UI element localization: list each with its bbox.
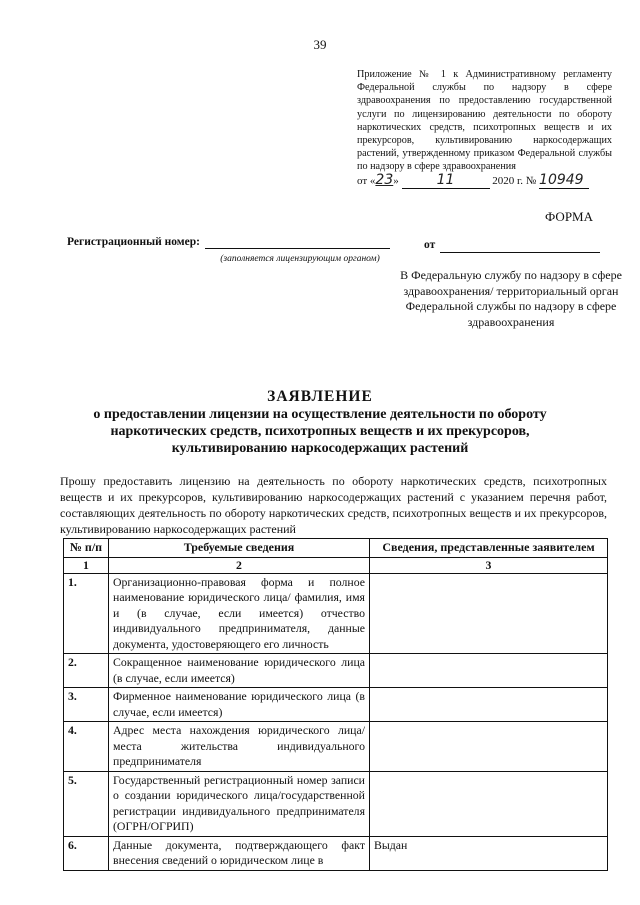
row-required-info: Фирменное наименование юридического лица (в случае, если имеется) — [109, 688, 370, 722]
row-applicant-value[interactable] — [370, 654, 608, 688]
row-number: 2. — [64, 654, 109, 688]
table-row — [64, 836, 608, 870]
row-number: 3. — [64, 688, 109, 722]
date-month: 11 — [436, 172, 455, 188]
request-paragraph: Прошу предоставить лицензию на деятельность по обороту наркотических средств, психотропных веществ и их прекурсоров, культивированию наркосодержащих растений с указанием перечня работ, составляющих деятельность по обороту наркотических средств, психотропных веществ и их прекурсоров, культивированию наркосодержащих растений — [60, 474, 607, 536]
application-table — [63, 538, 608, 871]
row-required-info: Государственный регистрационный номер записи о создании юридического лица/государственной регистрации индивидуального предпринимателя (ОГРН/ОГРИП) — [109, 771, 370, 836]
form-label: ФОРМА — [545, 209, 593, 224]
date-day: 23 — [375, 172, 394, 188]
row-number: 4. — [64, 722, 109, 772]
order-number: 10949 — [539, 172, 589, 189]
header-required-info: Требуемые сведения — [109, 539, 370, 558]
registration-number-field[interactable] — [205, 248, 390, 249]
registration-number-label: Регистрационный номер: — [67, 236, 200, 248]
addressee-block: В Федеральную службу по надзору в сфере здравоохранения/ территориальный орган Федеральной службы по надзору в сфере здравоохранения — [400, 268, 622, 329]
col-number-3: 3 — [370, 557, 608, 573]
from-field[interactable] — [440, 252, 600, 253]
col-number-2: 2 — [109, 557, 370, 573]
date-sep: » — [393, 175, 399, 187]
document-subtitle: о предоставлении лицензии на осуществление деятельности по обороту наркотических средств, психотропных веществ и их прекурсоров, культивированию наркосодержащих растений — [93, 407, 547, 456]
document-title: ЗАЯВЛЕНИЕ — [267, 388, 373, 405]
row-required-info: Сокращенное наименование юридического лица (в случае, если имеется) — [109, 654, 370, 688]
col-number-1: 1 — [64, 557, 109, 573]
table-header-row — [64, 539, 608, 558]
page-number: 39 — [313, 37, 327, 52]
registration-number-hint: (заполняется лицензирующим органом) — [220, 254, 380, 264]
row-applicant-value[interactable] — [370, 688, 608, 722]
row-required-info: Данные документа, подтверждающего факт внесения сведений о юридическом лице в — [109, 836, 370, 870]
table-row — [64, 722, 608, 772]
row-required-info: Организационно-правовая форма и полное наименование юридического лица/ фамилия, имя и (в случае, если имеется) отчество индивидуального предпринимателя, данные документа, удостоверяющего его личность — [109, 573, 370, 654]
table-row — [64, 654, 608, 688]
row-applicant-value[interactable] — [370, 722, 608, 772]
header-applicant-info: Сведения, представленные заявителем — [370, 539, 608, 558]
approval-date-line — [357, 172, 617, 189]
column-number-row — [64, 557, 608, 573]
row-number: 6. — [64, 836, 109, 870]
row-required-info: Адрес места нахождения юридического лица/места жительства индивидуального предпринимателя — [109, 722, 370, 772]
row-number: 1. — [64, 573, 109, 654]
date-month-field — [402, 172, 490, 189]
row-applicant-value[interactable] — [370, 573, 608, 654]
row-applicant-value[interactable] — [370, 771, 608, 836]
row-number: 5. — [64, 771, 109, 836]
date-prefix: от « — [357, 175, 376, 187]
from-label: от — [424, 239, 436, 251]
row-applicant-value[interactable]: Выдан — [370, 836, 608, 870]
header-number: № п/п — [64, 539, 109, 558]
table-row — [64, 771, 608, 836]
appendix-note: Приложение № 1 к Административному регламенту Федеральной службы по надзору в сфере здравоохранения по предоставлению государственной услуги по лицензированию деятельности по обороту наркотических средств, психотропных веществ и их прекурсоров, культивированию наркосодержащих растений, утвержденному приказом Федеральной службы по надзору в сфере здравоохранения — [357, 69, 612, 173]
table-row — [64, 688, 608, 722]
table-row — [64, 573, 608, 654]
date-year: 2020 г. № — [492, 175, 537, 187]
